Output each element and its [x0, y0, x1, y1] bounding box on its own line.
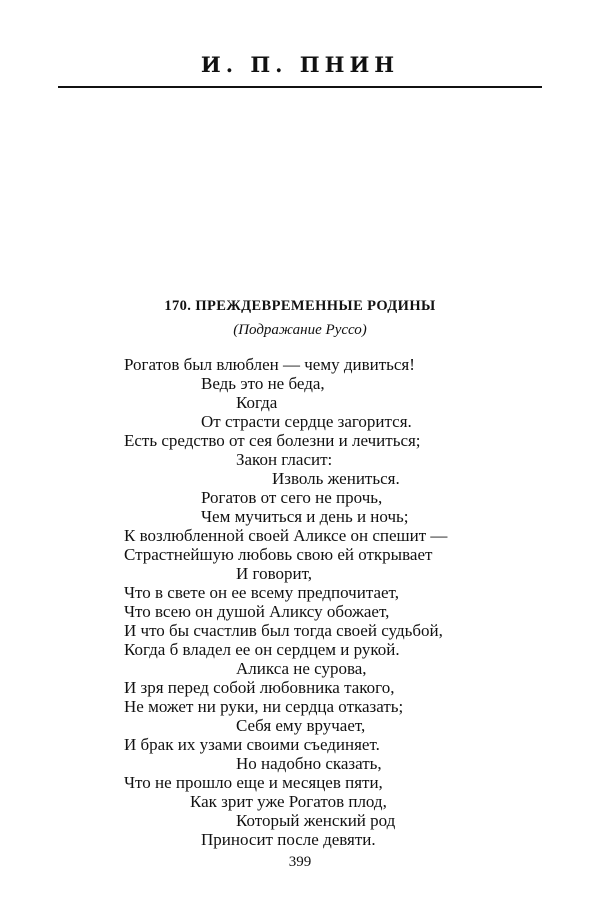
poem-line: Когда б владел ее он сердцем и рукой.: [124, 640, 400, 659]
poem-line: Страстнейшую любовь свою ей открывает: [124, 545, 433, 564]
poem-line: Изволь жениться.: [272, 469, 400, 488]
running-title: И. П. ПНИН: [200, 52, 400, 77]
poem-line: Не может ни руки, ни сердца отказать;: [124, 697, 404, 716]
poem-line: От страсти сердце загорится.: [201, 412, 412, 431]
poem-line: Как зрит уже Рогатов плод,: [190, 792, 387, 811]
poem-line: Что в свете он ее всему предпочитает,: [124, 583, 399, 602]
poem-line: И что бы счастлив был тогда своей судьбой,: [124, 621, 443, 640]
poem-line: Ведь это не беда,: [201, 374, 325, 393]
poem-line: Что всею он душой Аликсу обожает,: [124, 602, 390, 621]
poem-line: И зря перед собой любовника такого,: [124, 678, 395, 697]
poem-line: Есть средство от сея болезни и лечиться;: [124, 431, 421, 450]
page-number: 399: [288, 854, 312, 870]
poem-line: Приносит после девяти.: [201, 830, 376, 849]
poem-line: Чем мучиться и день и ночь;: [201, 507, 409, 526]
header-rule: [58, 86, 542, 88]
poem-line: Когда: [236, 393, 278, 412]
poem-subtitle: (Подражание Руссо): [233, 322, 367, 338]
poem-line: Который женский род: [236, 811, 396, 830]
poem-line: И говорит,: [236, 564, 312, 583]
poem-line: Что не прошло еще и месяцев пяти,: [124, 773, 383, 792]
poem-line: Аликса не сурова,: [236, 659, 367, 678]
poem-line: Закон гласит:: [236, 450, 333, 469]
poem-line: И брак их узами своими съединяет.: [124, 735, 380, 754]
poem-line: Рогатов от сего не прочь,: [201, 488, 383, 507]
poem-line: Но надобно сказать,: [236, 754, 382, 773]
poem-body: [0, 355, 600, 849]
poem-line: Рогатов был влюблен — чему дивиться!: [124, 355, 415, 374]
poem-line: К возлюбленной своей Аликсе он спешит —: [124, 526, 448, 545]
poem-line: Себя ему вручает,: [236, 716, 366, 735]
poem-title: 170. ПРЕЖДЕВРЕМЕННЫЕ РОДИНЫ: [164, 298, 436, 314]
